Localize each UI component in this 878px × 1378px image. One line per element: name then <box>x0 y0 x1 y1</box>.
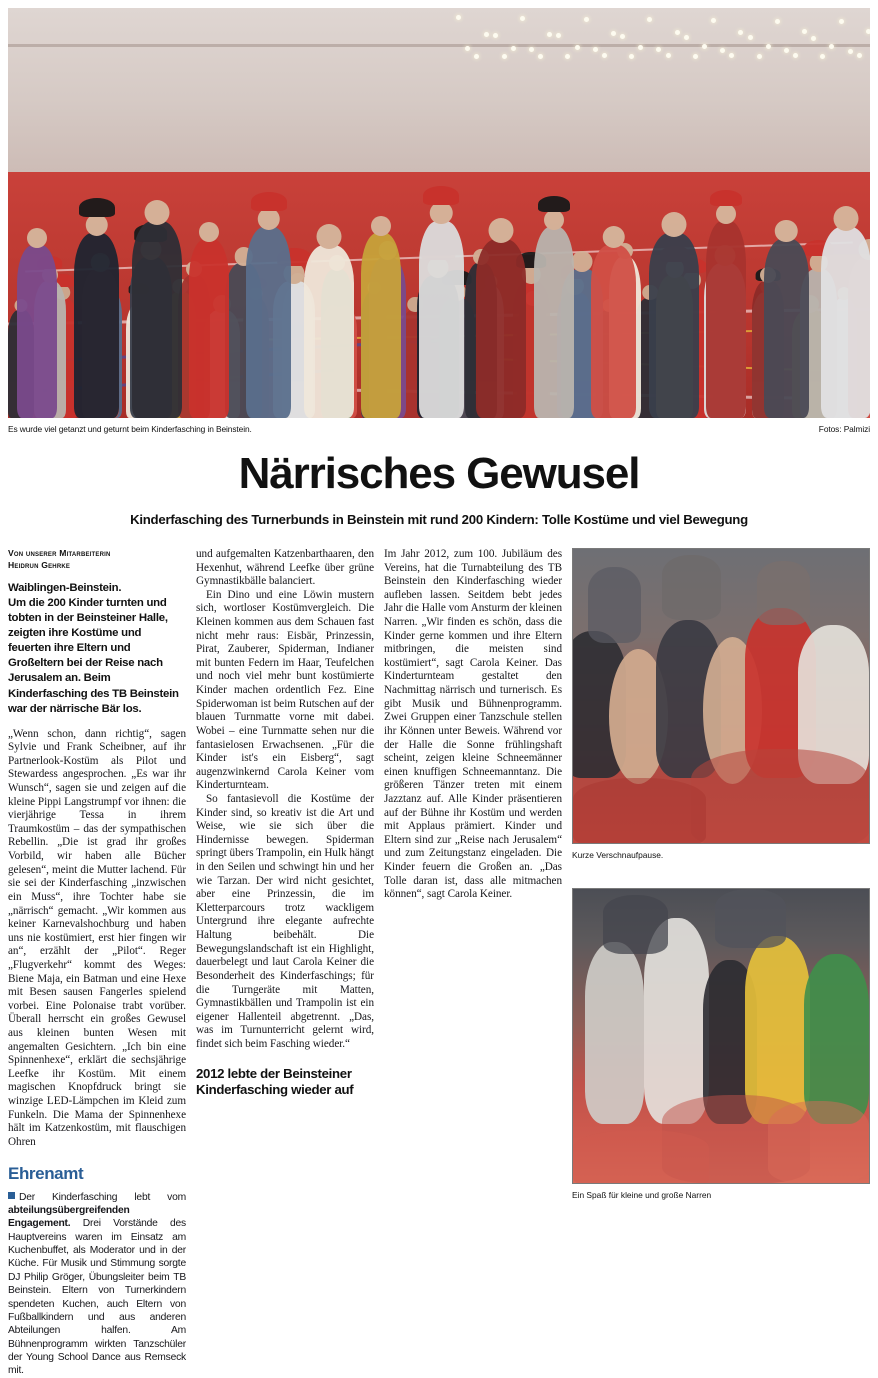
text-column-3 <box>384 548 562 902</box>
ehrenamt-text <box>8 1191 186 1378</box>
costumed-crowd <box>8 57 870 418</box>
dateline-place: Waiblingen-Beinstein. <box>8 582 122 595</box>
ehrenamt-text-before: Der Kinderfasching lebt vom <box>19 1191 186 1203</box>
body-paragraph: Im Jahr 2012, zum 100. Jubiläum des Vereins, hat die Turnabteilung des TB Beinstein den Kinderfasching wieder aufleben lassen. Seitdem bebt jedes Jahr die Halle vom Ansturm der kleinen Narren. „Wir finden es schön, dass die Kinder gerne kommen und ihre Eltern mitbringen, die meisten sind kostümiert“, sagt Carola Keiner. Das Kinderturnteam gestaltet den Nachmittag närrisch und turnerisch. Es gibt Musik und Bühnenprogramm. Zwei Gruppen einer Tanzschule stellen ihr Können unter Beweis. Während vor der Halle die Sonne frühlingshaft scheint, zeigen kleine Schneemänner einen knuffigen Schneemanntanz. Die größeren Tänzer treten mit einem Jazztanz auf. Alle Kinder präsentieren auf der Bühne ihr Kostüm und werden mit Applaus prämiert. Kinder und Eltern sind zur „Reise nach Jerusalem“ und zum Zeitungstanz eingeladen. Die Kinder feuern die Großen an. „Das Tolle daran ist, dass alle mitmachen können“, sagt Carola Keiner. <box>384 548 562 901</box>
photo-kurze-verschnaufpause <box>572 548 870 844</box>
byline <box>8 548 186 571</box>
hero-photo-kinderfasching <box>8 8 870 418</box>
ehrenamt-text-after: Drei Vorstände des Hauptvereins waren im Einsatz am Kuchenbuffet, als Moderator und in der Küche. Für Musik und Stimmung sorgte DJ Philip Gröger, Übungsleiter beim TB Beinstein. Eltern von Turnerkindern spendeten Kuchen, auch Eltern von Fußballkindern und aus anderen Abteilungen halfen. Am Bühnenprogramm wirkten Tanzschüler der Young School Dance aus Remseck mit. <box>8 1218 186 1377</box>
photo-2-caption: Kurze Verschnaufpause. <box>572 850 664 860</box>
page-title: Närrisches Gewusel <box>238 449 640 498</box>
ehrenamt-box <box>8 1164 186 1378</box>
photo-3-caption: Ein Spaß für kleine und große Narren <box>572 1190 712 1200</box>
text-column-1 <box>8 548 186 1378</box>
photo-3-container <box>572 888 870 1184</box>
square-bullet-icon <box>8 1192 15 1199</box>
text-column-2 <box>196 548 374 1105</box>
hero-caption-row <box>8 424 870 434</box>
ehrenamt-bold-lead: abteilungsübergreifenden Engagement. <box>8 1204 130 1230</box>
ehrenamt-title: Ehrenamt <box>8 1163 84 1183</box>
byline-line-2: Heidrun Gehrke <box>8 559 71 570</box>
body-paragraph: „Wenn schon, dann richtig“, sagen Sylvie und Frank Scheibner, auf ihr Partnerlook-Kostüm als Pilot und Stewardess angesprochen. „Es war ihr Wunsch“, sagen sie und zeigen auf die kleine Pippi Langstrumpf vor ihnen: die vierjährige Tessa in ihrem Traumkostüm – das der sympathischen Rebellin. „Die ist grad ihr großes Vorbild, wir haben alle Bücher gelesen“, meint die Mutter lachend. Für sie sei der Kinderfasching „inzwischen ein Muss“, ihre Tochter habe sie „närrisch“ gemacht. „Wir kommen aus keiner Karnevalshochburg und haben uns nie kostümiert, erst hier fingen wir an“, erzählt der „Pilot“. Reger „Flugverkehr“ kommt des Weges: Biene Maja, ein Batman und eine Hexe mit Besen sausen Fangerles spielend vorbei. Eine Polonaise trabt vorüber. Überall herrscht ein großes Gewusel aus kleinen bunten Wesen mit angemalten Gesichtern. „Ich bin eine Spinnenhexe“, erklärt die sechsjährige Leefke ihr Kostüm. Mit einem magischen Knopfdruck bringt sie winzige LED-Lämpchen im Kleid zum Funkeln. Die Mama der Spinnenhexe hält im Katzenkostüm, mit flauschigen Ohren <box>8 727 186 1148</box>
page-subtitle: Kinderfasching des Turnerbunds in Beinstein mit rund 200 Kindern: Tolle Kostüme und viel Bewegung <box>130 512 748 527</box>
hero-caption: Es wurde viel getanzt und geturnt beim Kinderfasching in Beinstein. <box>8 424 252 434</box>
photo-ein-spass-fuer-kleine-und-grosse-narren <box>572 888 870 1184</box>
photo-credit: Fotos: Palmizi <box>818 424 870 434</box>
body-paragraph: Ein Dino und eine Löwin mustern sich, wortloser Kostümvergleich. Die Kleinen kommen aus dem Schauen fast nicht mehr raus: Eisbär, Prinzessin, Pirat, Zauberer, Spiderman, Indianer mit bunten Federn im Haar, Teufelchen und noch viel mehr bunt kostümierte Kinder machen ordentlich Fez. Eine Spiderwoman ist beim Rutschen auf der blauen Turnmatte vorne mit dabei. Wobei – eine Turnmatte sehen nur die fantasielosen Erwachsenen. „Für die Kinder ist's ein Eisberg“, sagt augenzwinkernd Carola Keiner vom Kinderturnteam. <box>196 588 374 792</box>
hero-photo-container <box>8 8 870 418</box>
lead-text: Um die 200 Kinder turnten und tobten in der Beinsteiner Halle, zeigten ihre Kostüme und feuerten ihre Eltern und Großeltern bei der Reise nach Jerusalem an. Beim Kinderfasching des TB Beinstein war der närrische Bär los. <box>8 597 179 715</box>
photo-2-container <box>572 548 870 844</box>
body-paragraph: und aufgemalten Katzenbarthaaren, den Hexenhut, während Leefke über grüne Gymnastikbälle balanciert. <box>196 548 374 588</box>
byline-line-1: Von unserer Mitarbeiterin <box>8 548 111 558</box>
body-paragraph: So fantasievoll die Kostüme der Kinder sind, so kreativ ist die Art und Weise, wie sie sich über die Hindernisse bewegen. Spiderman springt übers Trampolin, ein Hulk hängt in den Seilen und schwingt hin und her wie Tarzan. Der wird nicht gesichtet, aber eine Prinzessin, die im Kletterparcours trotz wackligem Untergrund ihre elegante aufrechte Haltung beibehält. Die Bewegungslandschaft ist ein Highlight, dauerbelegt und laut Carola Keiner die Besonderheit des Kinderfaschings; für die Turngeräte mit Matten, Gymnastikbällen und Trampolin ist ein eigener Hallenteil abgetrennt. „Das, was im Turnunterricht gelernt wird, findet sich beim Fasching wieder.“ <box>196 792 374 1050</box>
lead-paragraph <box>8 581 186 716</box>
section-subheading: 2012 lebte der Beinsteiner Kinderfasching wieder auf <box>196 1065 354 1097</box>
